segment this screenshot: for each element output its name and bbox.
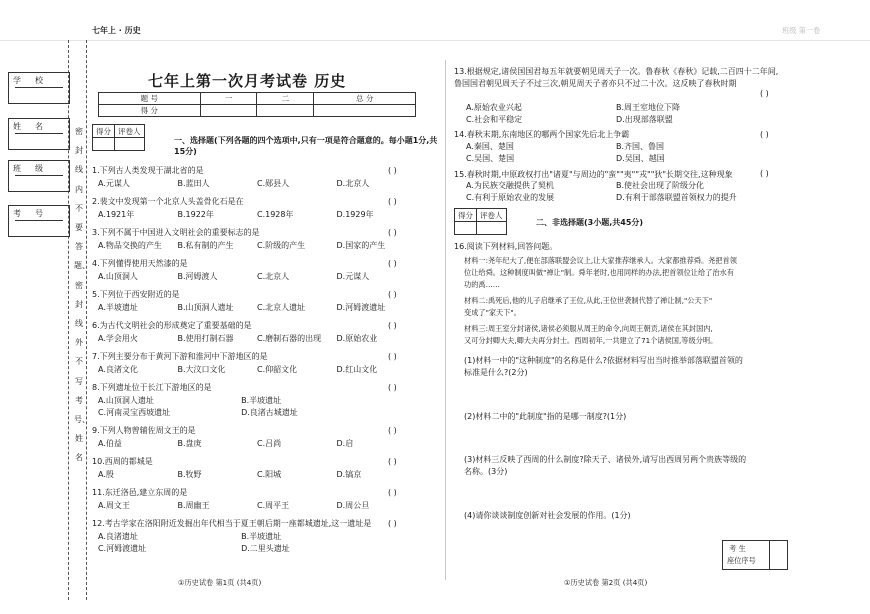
answer-paren[interactable]: ( )	[388, 352, 397, 361]
option-d[interactable]: D.良渚古城遗址	[241, 408, 298, 417]
option-d[interactable]: D.周公旦	[336, 501, 370, 510]
option-d[interactable]: D.二里头遗址	[241, 544, 290, 553]
option-d[interactable]: D.吴国、越国	[616, 154, 665, 163]
option-c[interactable]: C.郧县人	[257, 179, 290, 188]
q16-answer-space-4[interactable]	[464, 523, 714, 563]
question-stem: 8.下列遗址位于长江下游地区的是	[92, 383, 212, 392]
question-stem: 7.下列主要分布于黄河下游和淮河中下游地区的是	[92, 352, 268, 361]
option-b[interactable]: B.河姆渡人	[177, 272, 218, 281]
option-b[interactable]: B.周幽王	[177, 501, 210, 510]
answer-paren[interactable]: ( )	[388, 321, 397, 330]
option-d[interactable]: D.元谋人	[336, 272, 370, 281]
running-title: 七年上 · 历史	[92, 26, 141, 35]
school-field[interactable]: 学校	[8, 72, 70, 104]
question-stem: 2.裴文中发现第一个北京人头盖骨化石是在	[92, 197, 244, 206]
option-c[interactable]: C.仰韶文化	[257, 365, 298, 374]
answer-paren[interactable]: ( )	[760, 89, 769, 98]
option-a[interactable]: A.殷	[98, 470, 114, 479]
score-head-total: 总 分	[314, 93, 416, 105]
question-stem: 15.春秋时期,中原政权打出"诸夏"与周边的"蛮""夷""戎""狄"长期交往,这种现象	[454, 170, 733, 179]
option-c[interactable]: C.1928年	[257, 210, 294, 219]
option-a[interactable]: A.1921年	[98, 210, 135, 219]
column-divider	[445, 60, 446, 580]
q16-stem: 16.阅读下列材料,回答问题。	[454, 242, 558, 251]
footer-page1: ①历史试卷 第1页 (共4页)	[178, 578, 262, 587]
question-stem: 12.考古学家在洛阳附近发掘出年代相当于夏王朝后期一座都城遗址,这一遗址是	[92, 519, 372, 528]
q16-material3-l2: 又可分封卿大夫,卿大夫再分封士。西周初年,一共建立了71个诸侯国,等级分明。	[464, 336, 718, 345]
section2-title: 二、非选择题(3小题,共45分)	[536, 218, 644, 227]
option-d[interactable]: D.国家的产生	[336, 241, 386, 250]
option-a[interactable]: A.原始农业兴起	[466, 103, 522, 112]
q16-material1-l3: 功的禹……	[464, 280, 500, 289]
q16-sub1-l2: 标准是什么?(2分)	[464, 368, 528, 377]
option-a[interactable]: A.良渚文化	[98, 365, 138, 374]
answer-paren[interactable]: ( )	[388, 197, 397, 206]
q16-material3-l1: 材料三:周王室分封诸侯,诸侯必须服从周王的命令,向周王朝贡,诸侯在其封国内,	[464, 324, 713, 333]
q16-answer-space-2[interactable]	[464, 424, 794, 452]
score-head-part2: 二	[257, 93, 314, 105]
seal-warning-text: 密封线内不要答题、密封线外不写考号、姓名	[74, 127, 90, 463]
option-b[interactable]: B.齐国、鲁国	[616, 142, 665, 151]
name-field[interactable]: 姓名	[8, 118, 70, 150]
answer-paren[interactable]: ( )	[388, 383, 397, 392]
question-stem: 4.下列懂得使用天然漆的是	[92, 259, 188, 268]
score-head-qno: 题 号	[99, 93, 201, 105]
answer-paren[interactable]: ( )	[388, 228, 397, 237]
class-field[interactable]: 班级	[8, 160, 70, 192]
q16-material1-l2: 位让给舜。这种制度叫做"禅让"制。舜年老时,也用同样的办法,把首领位让给了治水有	[464, 268, 734, 277]
seat-number-box: 考 生 座位序号	[722, 540, 788, 570]
option-a[interactable]: A.良渚遗址	[98, 532, 138, 541]
option-d[interactable]: D.原始农业	[336, 334, 378, 343]
answer-paren[interactable]: ( )	[760, 169, 769, 178]
question-stem: 9.下列人物曾辅佐周文王的是	[92, 426, 196, 435]
answer-paren[interactable]: ( )	[388, 426, 397, 435]
option-d[interactable]: D.启	[336, 439, 354, 448]
option-d[interactable]: D.河姆渡遗址	[336, 303, 386, 312]
option-b[interactable]: B.盘庚	[177, 439, 202, 448]
question-stem: 5.下列位于西安附近的是	[92, 290, 180, 299]
option-c[interactable]: C.河姆渡遗址	[98, 544, 147, 553]
q16-sub2: (2)材料二中的"此制度"指的是哪一制度?(1分)	[464, 412, 627, 421]
option-c[interactable]: C.河南灵宝西坡遗址	[98, 408, 171, 417]
score-cell-total[interactable]	[314, 105, 416, 117]
option-c[interactable]: C.阳城	[257, 470, 282, 479]
q16-material2-l2: 变成了"家天下"。	[464, 308, 521, 317]
option-b[interactable]: B.使用打制石器	[177, 334, 234, 343]
exam-number-field[interactable]: 考号	[8, 205, 70, 237]
q16-sub3-l1: (3)材料三反映了西周的什么制度?除天子、诸侯外,请写出西周另两个贵族等级的	[464, 455, 747, 464]
option-a[interactable]: A.秦国、楚国	[466, 142, 514, 151]
option-c[interactable]: C.有利于原始农业的发展	[466, 193, 555, 202]
score-table	[98, 92, 416, 117]
option-c[interactable]: C.吴国、楚国	[466, 154, 515, 163]
option-c[interactable]: C.吕尚	[257, 439, 282, 448]
answer-paren[interactable]: ( )	[388, 488, 397, 497]
option-d[interactable]: D.红山文化	[336, 365, 378, 374]
option-b[interactable]: B.私有制的产生	[177, 241, 234, 250]
option-d[interactable]: D.有利于部落联盟首领权力的提升	[616, 193, 737, 202]
option-a[interactable]: A.学会用火	[98, 334, 138, 343]
answer-paren[interactable]: ( )	[388, 166, 397, 175]
option-a[interactable]: A.伯益	[98, 439, 122, 448]
option-a[interactable]: A.山顶洞人	[98, 272, 138, 281]
option-c[interactable]: C.阶级的产生	[257, 241, 306, 250]
option-c[interactable]: C.北京人遗址	[257, 303, 306, 312]
option-d[interactable]: D.1929年	[336, 210, 374, 219]
option-c[interactable]: C.磨制石器的出现	[257, 334, 322, 343]
answer-paren[interactable]: ( )	[760, 130, 769, 139]
corner-mark: 班级 第一卷	[782, 26, 821, 35]
question-stem: 10.西周的都城是	[92, 457, 153, 466]
option-b[interactable]: B.周王室地位下降	[616, 103, 681, 112]
option-a[interactable]: A.为民族交融提供了契机	[466, 181, 554, 190]
q16-material1-l1: 材料一:尧年纪大了,便在部落联盟会议上,让大家推荐继承人。大家都推荐舜。尧把首领	[464, 256, 737, 265]
option-c[interactable]: C.北京人	[257, 272, 290, 281]
option-b[interactable]: B.山顶洞人遗址	[177, 303, 234, 312]
question-stem: 6.为古代文明社会的形成奠定了重要基础的是	[92, 321, 252, 330]
option-a[interactable]: A.物品交换的产生	[98, 241, 162, 250]
option-a[interactable]: A.半坡遗址	[98, 303, 138, 312]
q16-sub3-l2: 名称。(3分)	[464, 467, 508, 476]
score-cell-part2[interactable]	[257, 105, 314, 117]
option-c[interactable]: C.社会和平稳定	[466, 115, 523, 124]
exam-title: 七年上第一次月考试卷 历史	[148, 72, 347, 90]
seat-number-input[interactable]	[769, 541, 787, 569]
section1-title: 一、选择题(下列各题的四个选项中,只有一项是符合题意的。每小题1分,共15分)	[174, 136, 438, 156]
answer-paren[interactable]: ( )	[388, 259, 397, 268]
option-a[interactable]: A.元谋人	[98, 179, 130, 188]
grader-box-1: 得分 评卷人	[92, 124, 145, 151]
option-b[interactable]: B.1922年	[177, 210, 214, 219]
footer-page2: ①历史试卷 第2页 (共4页)	[564, 578, 648, 587]
option-b[interactable]: B.半坡遗址	[241, 532, 282, 541]
option-b[interactable]: B.蓝田人	[177, 179, 210, 188]
question-stem: 13.根据规定,诸侯国国君每五年就要朝见周天子一次。鲁春秋《春秋》记载,二百四十二年间,鲁国国君朝见周天子不过三次,朝见周天子者亦只不过二十次。这反映了春秋时期	[454, 67, 779, 88]
header-rule	[0, 40, 870, 41]
grader-box-2: 得分 评卷人	[454, 208, 507, 235]
option-a[interactable]: A.山顶洞人遗址	[98, 396, 154, 405]
option-b[interactable]: B.半坡遗址	[241, 396, 282, 405]
option-b[interactable]: B.大汶口文化	[177, 365, 226, 374]
option-b[interactable]: B.使社会出现了阶级分化	[616, 181, 705, 190]
question-stem: 1.下列古人类发现于湖北省的是	[92, 166, 204, 175]
option-d[interactable]: D.镐京	[336, 470, 362, 479]
answer-paren[interactable]: ( )	[388, 290, 397, 299]
q16-sub1-l1: (1)材料一中的"这种制度"的名称是什么?依据材料写出当时推举部落联盟首领的	[464, 356, 743, 365]
score-row-label: 得 分	[99, 105, 201, 117]
option-a[interactable]: A.周文王	[98, 501, 130, 510]
option-d[interactable]: D.出现部落联盟	[616, 115, 673, 124]
q16-answer-space-3[interactable]	[464, 480, 794, 508]
answer-paren[interactable]: ( )	[388, 457, 397, 466]
score-head-part1: 一	[200, 93, 257, 105]
q16-sub4: (4)请你谈谈制度创新对社会发展的作用。(1分)	[464, 511, 631, 520]
option-b[interactable]: B.牧野	[177, 470, 202, 479]
question-stem: 3.下列不属于中国进入文明社会的重要标志的是	[92, 228, 260, 237]
question-stem: 11.东迁洛邑,建立东周的是	[92, 488, 188, 497]
score-cell-part1[interactable]	[200, 105, 257, 117]
option-c[interactable]: C.周平王	[257, 501, 290, 510]
q16-answer-space-1[interactable]	[464, 380, 794, 410]
option-d[interactable]: D.北京人	[336, 179, 370, 188]
q16-material2-l1: 材料二:禹死后,他的儿子启继承了王位,从此,王位世袭制代替了禅让制,"公天下"	[464, 296, 713, 305]
question-stem: 14.春秋末期,东南地区的哪两个国家先后北上争霸	[454, 130, 630, 139]
seal-line-right	[86, 40, 87, 600]
answer-paren[interactable]: ( )	[388, 519, 397, 528]
